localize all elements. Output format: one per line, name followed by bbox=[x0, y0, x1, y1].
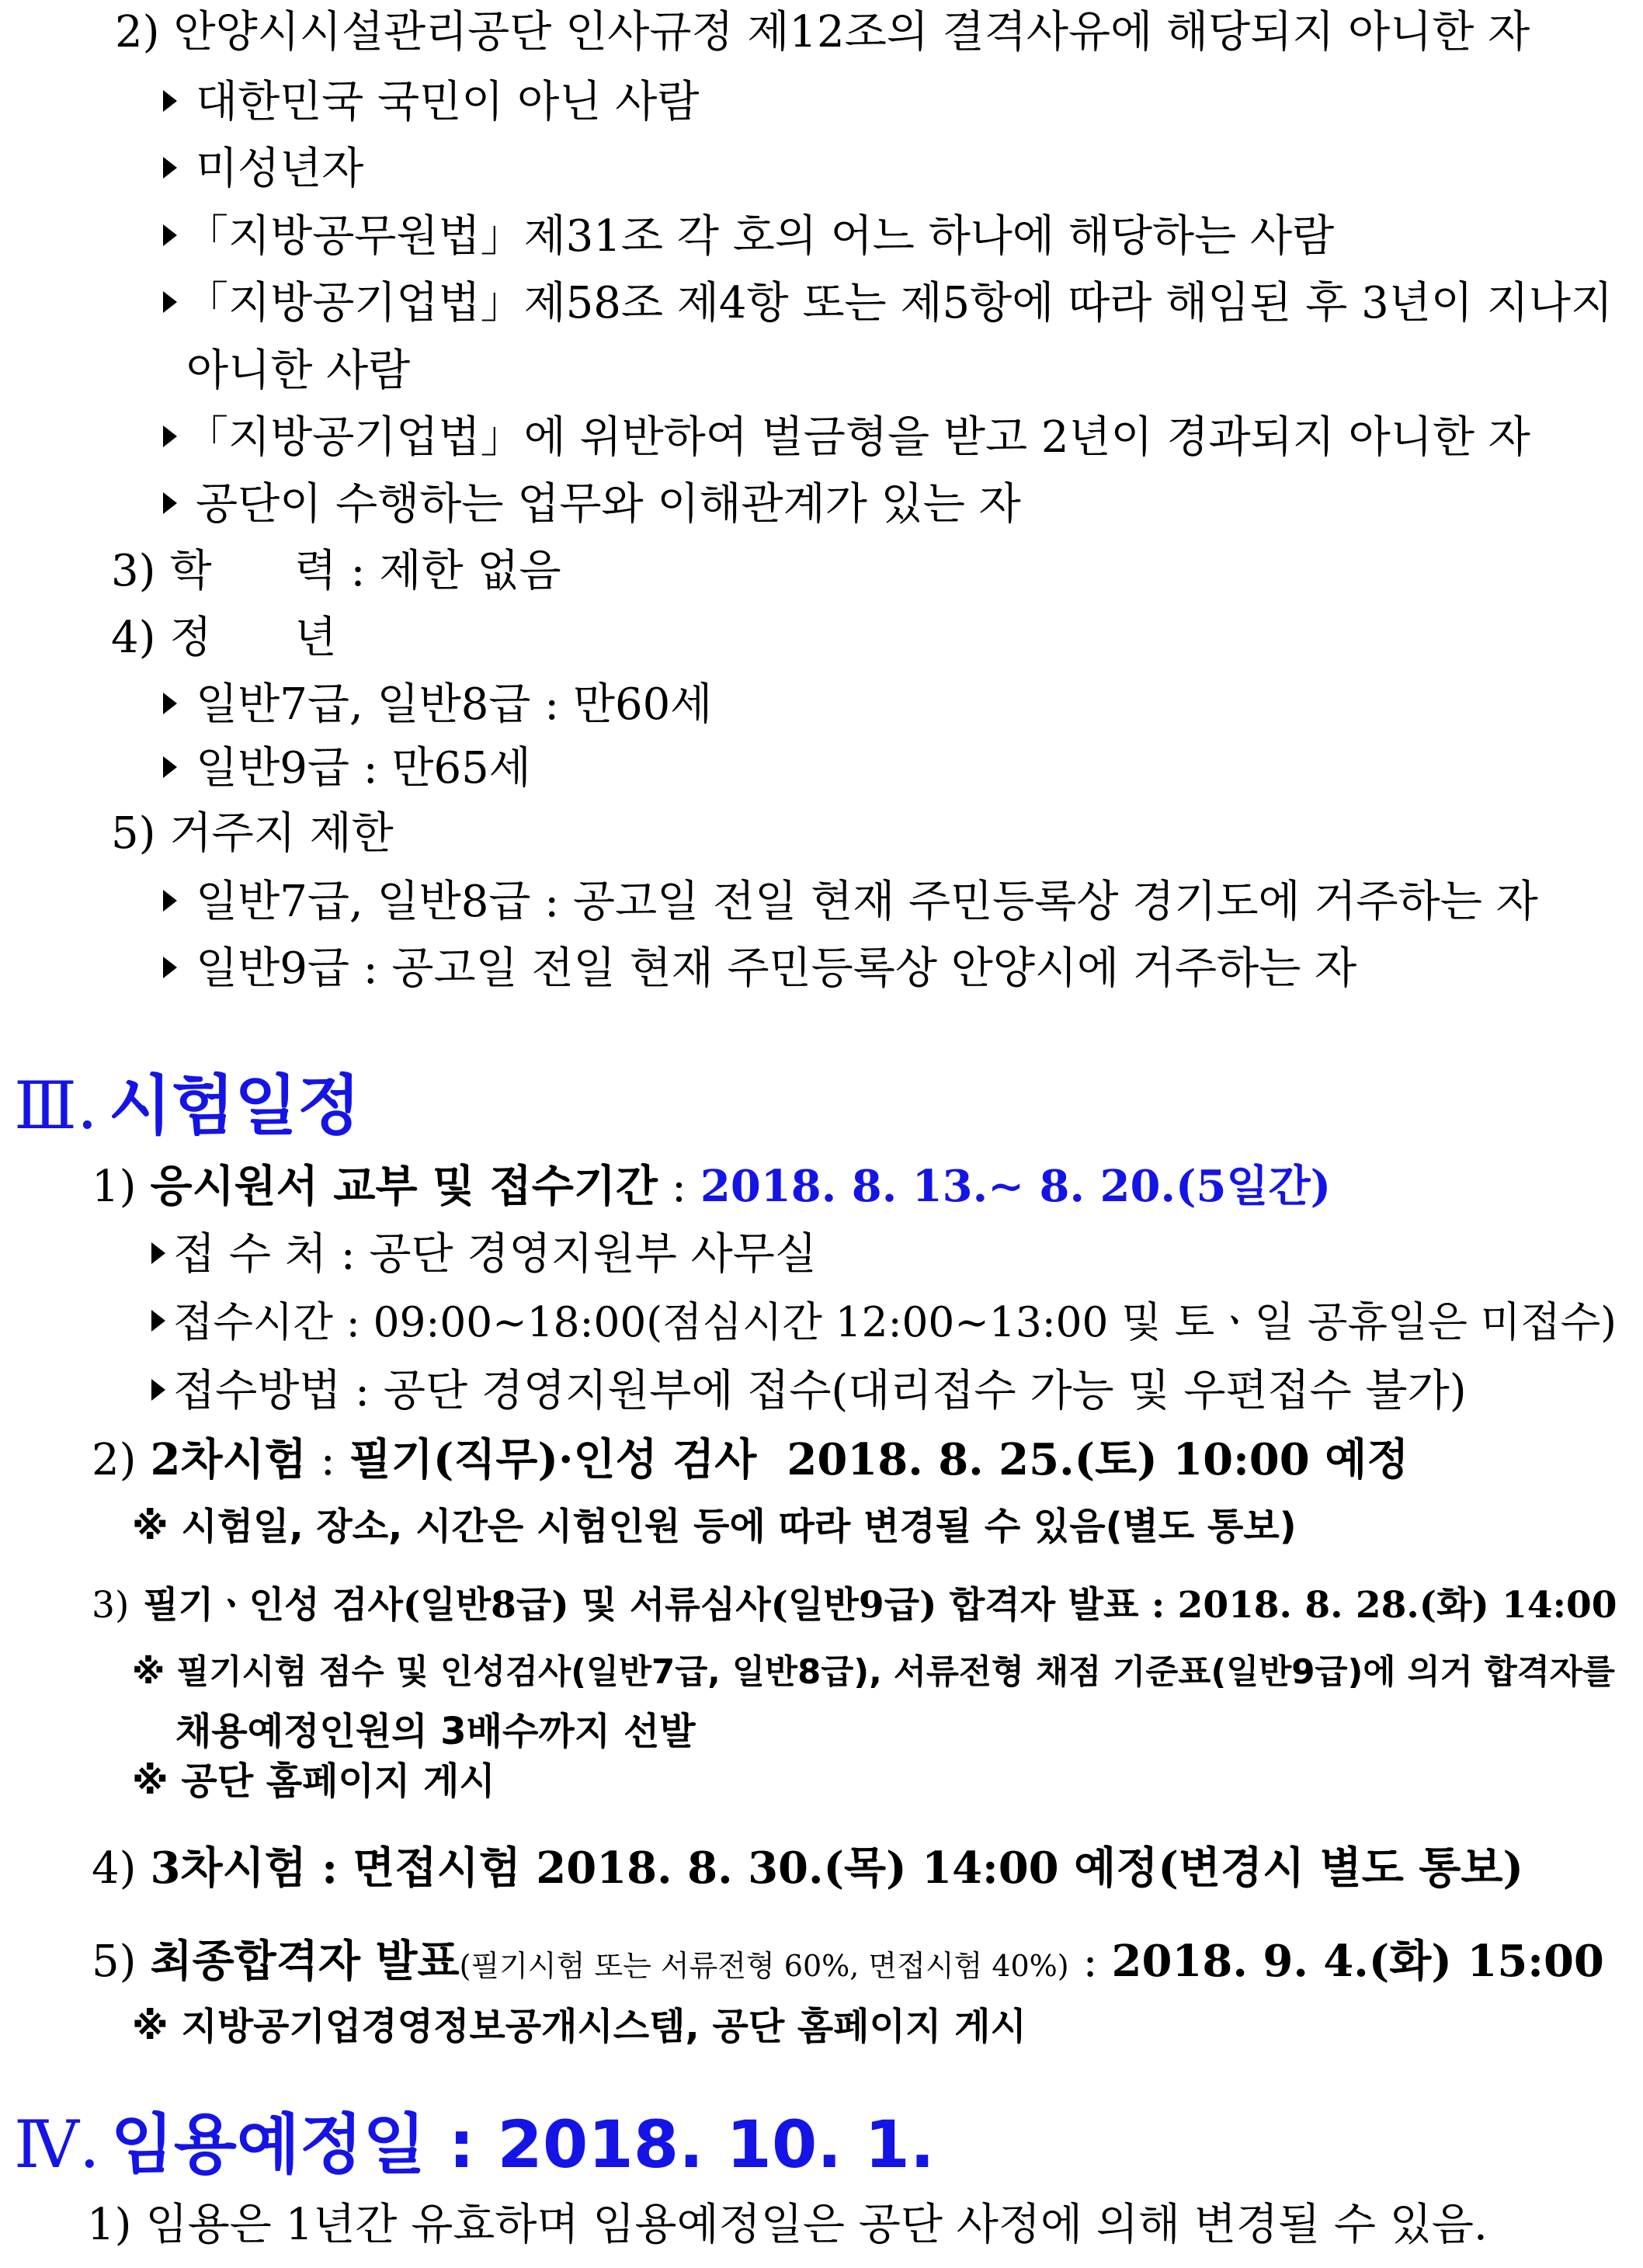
item-2-bullet-3: 「지방공무원법」제31조 각 호의 어느 하나에 해당하는 사람 bbox=[163, 215, 1334, 259]
section-3-roman: Ⅲ. bbox=[14, 1068, 98, 1144]
schedule-item-1-bullet-3: 접수방법 : 공단 경영지원부에 접수(대리접수 가능 및 우편접수 불가) bbox=[151, 1370, 1467, 1413]
bullet-triangle-icon bbox=[151, 1242, 165, 1264]
item-4: 4) 정 년 bbox=[111, 613, 337, 663]
application-period-date: 2018. 8. 13.∼ 8. 20.(5일간) bbox=[700, 1161, 1332, 1212]
schedule-item-1: 1) 응시원서 교부 및 접수기간 : 2018. 8. 13.∼ 8. 20.(5일간) bbox=[92, 1161, 1332, 1212]
item-5-bullet-1: 일반7급, 일반8급 : 공고일 전일 현재 주민등록상 경기도에 거주하는 자 bbox=[163, 880, 1538, 924]
schedule-item-3-note-1: ※ 필기시험 점수 및 인성검사(일반7급, 일반8급), 서류전형 채점 기준표(일반9급)에 의거 합격자를 bbox=[132, 1653, 1615, 1692]
interview-exam: 3차시험 : 면접시험 2018. 8. 30.(목) 14:00 예정(변경시 별도 통보) bbox=[150, 1843, 1523, 1894]
retirement-label: 정 년 bbox=[169, 613, 337, 663]
schedule-item-5: 5) 최종합격자 발표(필기시험 또는 서류전형 60%, 면접시험 40%) : 2018. 9. 4.(화) 15:00 bbox=[92, 1936, 1604, 1987]
item-2-bullet-4-cont: 아니한 사람 bbox=[186, 346, 411, 396]
final-result-label: 최종합격자 발표 bbox=[150, 1936, 460, 1987]
bullet-triangle-icon bbox=[151, 1310, 165, 1332]
item-2-bullet-2: 미성년자 bbox=[163, 148, 363, 191]
application-period-label: 응시원서 교부 및 접수기간 bbox=[150, 1162, 658, 1212]
final-result-weights: (필기시험 또는 서류전형 60%, 면접시험 40%) bbox=[459, 1949, 1069, 1983]
schedule-item-2-note: ※ 시험일, 장소, 시간은 시험인원 등에 따라 변경될 수 있음(별도 통보) bbox=[132, 1505, 1297, 1548]
schedule-item-3: 3) 필기ㆍ인성 검사(일반8급) 및 서류심사(일반9급) 합격자 발표 : 2018. 8. 28.(화) 14:00 bbox=[92, 1584, 1617, 1627]
written-exam-result: 필기ㆍ인성 검사(일반8급) 및 서류심사(일반9급) 합격자 발표 : 2018. 8. 28.(화) 14:00 bbox=[143, 1584, 1617, 1627]
section-4-heading bbox=[14, 2106, 935, 2183]
bullet-triangle-icon bbox=[163, 492, 177, 514]
item-3: 3) 학 력 : 제한 없음 bbox=[111, 546, 561, 596]
education-value: 제한 없음 bbox=[379, 546, 561, 596]
item-5: 5) 거주지 제한 bbox=[111, 808, 394, 859]
appointment-item-1: 1) 임용은 1년간 유효하며 임용예정일은 공단 사정에 의해 변경될 수 있음. bbox=[87, 2200, 1488, 2250]
bullet-triangle-icon bbox=[163, 90, 177, 112]
item-4-bullet-2: 일반9급 : 만65세 bbox=[163, 747, 531, 790]
section-3-heading bbox=[14, 1068, 361, 1144]
item-5-bullet-2: 일반9급 : 공고일 전일 현재 주민등록상 안양시에 거주하는 자 bbox=[163, 947, 1356, 991]
bullet-triangle-icon bbox=[163, 291, 177, 313]
schedule-item-1-bullet-2: 접수시간 : 09:00~18:00(점심시간 12:00~13:00 및 토ㆍ일 공휴일은 미접수) bbox=[151, 1302, 1617, 1343]
schedule-item-5-note: ※ 지방공기업경영정보공개시스템, 공단 홈페이지 게시 bbox=[132, 2005, 1026, 2048]
section-4-title: 임용예정일 : 2018. 10. 1. bbox=[110, 2106, 935, 2183]
appointment-note: 임용은 1년간 유효하며 임용예정일은 공단 사정에 의해 변경될 수 있음. bbox=[145, 2200, 1488, 2250]
bullet-triangle-icon bbox=[163, 756, 177, 778]
bullet-triangle-icon bbox=[163, 224, 177, 246]
section-3-title: 시험일정 bbox=[108, 1068, 361, 1144]
section-4-roman: Ⅳ. bbox=[14, 2106, 100, 2183]
schedule-item-3-note-2: ※ 공단 홈페이지 게시 bbox=[132, 1759, 495, 1803]
bullet-triangle-icon bbox=[163, 157, 177, 179]
schedule-item-1-bullet-1: 접 수 처 : 공단 경영지원부 사무실 bbox=[151, 1233, 817, 1276]
item-4-bullet-1: 일반7급, 일반8급 : 만60세 bbox=[163, 683, 712, 727]
bullet-triangle-icon bbox=[163, 890, 177, 912]
item-2-number: 2) bbox=[115, 7, 160, 57]
residence-label: 거주지 제한 bbox=[169, 808, 394, 859]
schedule-item-4: 4) 3차시험 : 면접시험 2018. 8. 30.(목) 14:00 예정(변경시 별도 통보) bbox=[92, 1843, 1523, 1894]
final-result-date: 2018. 9. 4.(화) 15:00 bbox=[1111, 1936, 1604, 1987]
item-2-bullet-5: 「지방공기업법」에 위반하여 벌금형을 받고 2년이 경과되지 아니한 자 bbox=[163, 416, 1530, 460]
item-2 bbox=[115, 7, 1530, 57]
second-exam-label: 2차시험 bbox=[150, 1434, 307, 1485]
bullet-triangle-icon bbox=[163, 693, 177, 714]
second-exam-detail: 필기(직무)·인성 검사 2018. 8. 25.(토) 10:00 예정 bbox=[349, 1434, 1409, 1485]
education-label: 학 력 bbox=[169, 546, 337, 596]
bullet-triangle-icon bbox=[163, 957, 177, 978]
schedule-item-2: 2) 2차시험 : 필기(직무)·인성 검사 2018. 8. 25.(토) 10:00 예정 bbox=[92, 1434, 1409, 1485]
item-2-bullet-1: 대한민국 국민이 아닌 사람 bbox=[163, 81, 699, 124]
item-2-bullet-6: 공단이 수행하는 업무와 이해관계가 있는 자 bbox=[163, 483, 1021, 526]
bullet-triangle-icon bbox=[163, 425, 177, 447]
bullet-triangle-icon bbox=[151, 1379, 165, 1401]
schedule-item-3-note-1-cont: 채용예정인원의 3배수까지 선발 bbox=[175, 1710, 696, 1753]
item-2-text: 안양시시설관리공단 인사규정 제12조의 결격사유에 해당되지 아니한 자 bbox=[173, 7, 1530, 57]
item-2-bullet-4: 「지방공기업법」제58조 제4항 또는 제5항에 따라 해임된 후 3년이 지나지 bbox=[163, 282, 1613, 325]
